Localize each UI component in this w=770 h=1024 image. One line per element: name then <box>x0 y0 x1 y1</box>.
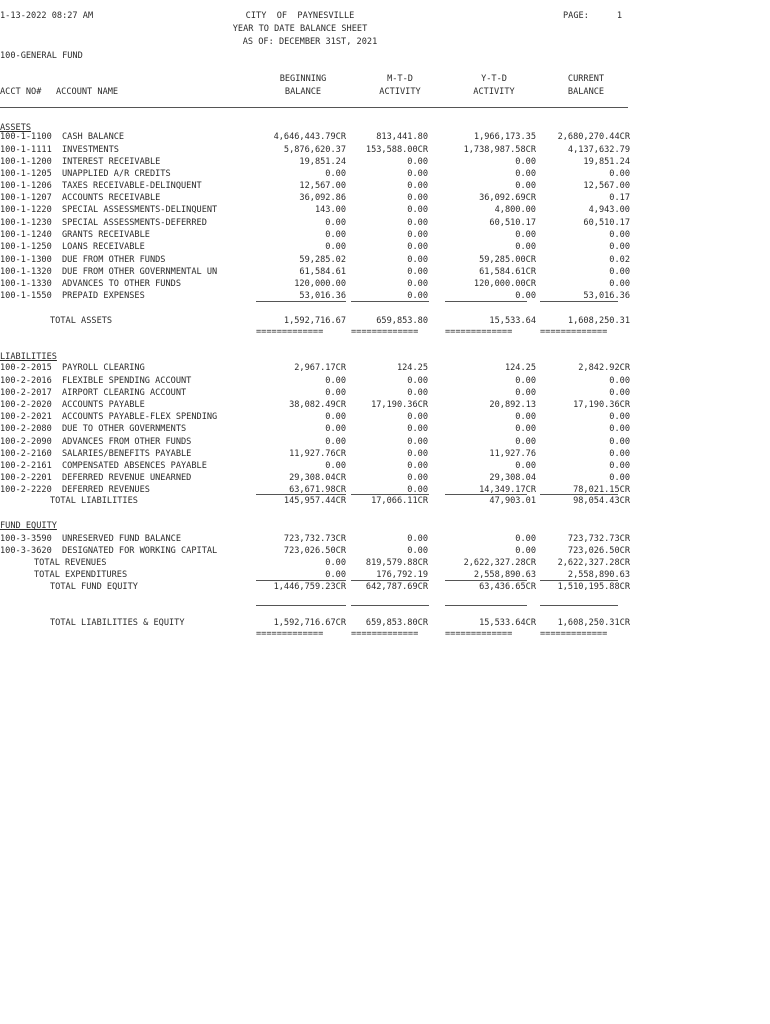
asset-row-ytd: 120,000.00CR <box>473 279 536 289</box>
liability-row-cur: 0.00 <box>609 376 630 386</box>
equity-row-acct-no: 100-3-3620 <box>0 546 52 556</box>
liability-row-ytd: 14,349.17CR <box>479 485 536 495</box>
asset-row-mtd: 0.00 <box>407 255 428 265</box>
liability-row-ytd: 0.00 <box>515 376 536 386</box>
report-title: YEAR TO DATE BALANCE SHEET <box>232 24 368 34</box>
col-header-account-name: ACCOUNT NAME <box>56 87 119 97</box>
asset-row-beg: 0.00 <box>325 169 346 179</box>
total-fund-equity-row-cur: 1,510,195.88CR <box>557 582 630 592</box>
liability-row-acct-no: 100-2-2021 <box>0 412 52 422</box>
col-header-current-1: CURRENT <box>567 74 605 84</box>
asset-row-ytd: 4,800.00 <box>494 205 536 215</box>
liability-row-ytd: 29,308.04 <box>489 473 536 483</box>
asset-row-account-name: SPECIAL ASSESSMENTS-DELINQUENT <box>62 205 218 215</box>
asset-row-account-name: INVESTMENTS <box>62 145 119 155</box>
liability-row-beg: 0.00 <box>325 376 346 386</box>
asset-row-acct-no: 100-1-1550 <box>0 291 52 301</box>
col-header-mtd-1: M-T-D <box>387 74 413 84</box>
liability-row-ytd: 0.00 <box>515 424 536 434</box>
asset-row-ytd: 59,285.00CR <box>479 255 536 265</box>
liability-row-beg: 38,082.49CR <box>289 400 346 410</box>
grand-total-double-rule-beg: ============= <box>256 629 324 639</box>
asset-row-acct-no: 100-1-1300 <box>0 255 52 265</box>
total-assets-row-beg: 1,592,716.67 <box>283 316 346 326</box>
liability-row-mtd: 124.25 <box>396 363 428 373</box>
equity-row-ytd: 0.00 <box>515 546 536 556</box>
report-datetime: 1-13-2022 08:27 AM <box>0 11 94 21</box>
equity-row-mtd: 0.00 <box>407 534 428 544</box>
equity-subtotal-rule-beg <box>256 580 346 581</box>
asset-row-mtd: 813,441.80 <box>376 132 428 142</box>
asset-row-cur: 4,943.00 <box>588 205 630 215</box>
liability-row-cur: 2,842.92CR <box>578 363 630 373</box>
col-header-acct-no: ACCT NO# <box>0 87 42 97</box>
liability-row-account-name: ACCOUNTS PAYABLE <box>62 400 145 410</box>
liability-row-acct-no: 100-2-2090 <box>0 437 52 447</box>
asset-row-acct-no: 100-1-1111 <box>0 145 52 155</box>
liability-row-beg: 0.00 <box>325 437 346 447</box>
equity-row-acct-no: 100-3-3590 <box>0 534 52 544</box>
liability-row-account-name: DUE TO OTHER GOVERNMENTS <box>62 424 187 434</box>
total-revenues-row-cur: 2,622,327.28CR <box>557 558 630 568</box>
liability-row-beg: 0.00 <box>325 461 346 471</box>
total-assets-row-mtd: 659,853.80 <box>376 316 428 326</box>
liability-row-mtd: 0.00 <box>407 449 428 459</box>
liability-row-mtd: 0.00 <box>407 485 428 495</box>
total-assets-double-rule-ytd: ============= <box>445 327 513 337</box>
asset-row-account-name: TAXES RECEIVABLE-DELINQUENT <box>62 181 202 191</box>
total-assets-row-label: TOTAL ASSETS <box>50 316 113 326</box>
liabilities-subtotal-rule-ytd <box>445 494 527 495</box>
liability-row-beg: 0.00 <box>325 388 346 398</box>
asset-row-beg: 53,016.36 <box>299 291 346 301</box>
asset-row-acct-no: 100-1-1220 <box>0 205 52 215</box>
liability-row-beg: 29,308.04CR <box>289 473 346 483</box>
asset-row-beg: 0.00 <box>325 218 346 228</box>
asset-row-mtd: 0.00 <box>407 279 428 289</box>
total-assets-double-rule-cur: ============= <box>540 327 608 337</box>
asset-row-account-name: SPECIAL ASSESSMENTS-DEFERRED <box>62 218 207 228</box>
asset-row-cur: 0.00 <box>609 242 630 252</box>
liability-row-mtd: 0.00 <box>407 376 428 386</box>
total-liabilities-equity-row-cur: 1,608,250.31CR <box>557 618 630 628</box>
asset-row-acct-no: 100-1-1230 <box>0 218 52 228</box>
asset-row-ytd: 0.00 <box>515 242 536 252</box>
asset-row-cur: 0.00 <box>609 230 630 240</box>
asset-row-account-name: UNAPPLIED A/R CREDITS <box>62 169 171 179</box>
total-fund-equity-row-mtd: 642,787.69CR <box>365 582 428 592</box>
liability-row-acct-no: 100-2-2016 <box>0 376 52 386</box>
liability-row-acct-no: 100-2-2015 <box>0 363 52 373</box>
liability-row-ytd: 124.25 <box>504 363 536 373</box>
assets-subtotal-rule-mtd <box>351 301 429 302</box>
page-number: 1 <box>616 11 622 21</box>
liability-row-cur: 0.00 <box>609 412 630 422</box>
total-liabilities-row-beg: 145,957.44CR <box>283 496 346 506</box>
asset-row-beg: 36,092.86 <box>299 193 346 203</box>
fund-equity-rule-beg <box>256 605 346 606</box>
liability-row-cur: 17,190.36CR <box>573 400 630 410</box>
asset-row-account-name: INTEREST RECEIVABLE <box>62 157 161 167</box>
asset-row-beg: 0.00 <box>325 230 346 240</box>
col-header-ytd-2: ACTIVITY <box>473 87 515 97</box>
col-header-ytd-1: Y-T-D <box>481 74 507 84</box>
asset-row-beg: 4,646,443.79CR <box>273 132 346 142</box>
total-expenditures-row-cur: 2,558,890.63 <box>567 570 630 580</box>
assets-subtotal-rule-cur <box>540 301 618 302</box>
liability-row-acct-no: 100-2-2020 <box>0 400 52 410</box>
section-heading-assets: ASSETS <box>0 123 32 133</box>
col-header-mtd-2: ACTIVITY <box>379 87 421 97</box>
asset-row-ytd: 61,584.61CR <box>479 267 536 277</box>
asset-row-cur: 19,851.24 <box>583 157 630 167</box>
total-fund-equity-row-label: TOTAL FUND EQUITY <box>50 582 138 592</box>
liability-row-account-name: DEFERRED REVENUE UNEARNED <box>62 473 192 483</box>
total-liabilities-row-label: TOTAL LIABILITIES <box>50 496 138 506</box>
total-liabilities-row-ytd: 47,903.01 <box>489 496 536 506</box>
total-assets-double-rule-mtd: ============= <box>351 327 419 337</box>
liabilities-subtotal-rule-mtd <box>351 494 429 495</box>
asset-row-acct-no: 100-1-1240 <box>0 230 52 240</box>
asset-row-acct-no: 100-1-1250 <box>0 242 52 252</box>
total-fund-equity-row-beg: 1,446,759.23CR <box>273 582 346 592</box>
asset-row-account-name: PREPAID EXPENSES <box>62 291 145 301</box>
liability-row-mtd: 0.00 <box>407 437 428 447</box>
fund-equity-rule-mtd <box>351 605 429 606</box>
equity-subtotal-rule-cur <box>540 580 618 581</box>
liability-row-beg: 11,927.76CR <box>289 449 346 459</box>
fund-equity-rule-ytd <box>445 605 527 606</box>
equity-row-cur: 723,026.50CR <box>567 546 630 556</box>
liability-row-mtd: 0.00 <box>407 461 428 471</box>
asset-row-cur: 0.00 <box>609 267 630 277</box>
asset-row-ytd: 1,738,987.58CR <box>463 145 536 155</box>
liability-row-mtd: 17,190.36CR <box>371 400 428 410</box>
liability-row-account-name: ADVANCES FROM OTHER FUNDS <box>62 437 192 447</box>
liability-row-cur: 0.00 <box>609 461 630 471</box>
asset-row-acct-no: 100-1-1320 <box>0 267 52 277</box>
liability-row-mtd: 0.00 <box>407 412 428 422</box>
asset-row-cur: 0.00 <box>609 279 630 289</box>
liability-row-beg: 63,671.98CR <box>289 485 346 495</box>
total-assets-row-ytd: 15,533.64 <box>489 316 536 326</box>
total-expenditures-row-label: TOTAL EXPENDITURES <box>34 570 128 580</box>
liability-row-mtd: 0.00 <box>407 473 428 483</box>
asset-row-acct-no: 100-1-1207 <box>0 193 52 203</box>
total-liabilities-row-mtd: 17,066.11CR <box>371 496 428 506</box>
total-revenues-row-beg: 0.00 <box>325 558 346 568</box>
liability-row-beg: 0.00 <box>325 424 346 434</box>
liability-row-ytd: 0.00 <box>515 461 536 471</box>
equity-row-mtd: 0.00 <box>407 546 428 556</box>
liability-row-ytd: 0.00 <box>515 437 536 447</box>
asset-row-acct-no: 100-1-1100 <box>0 132 52 142</box>
assets-subtotal-rule-beg <box>256 301 346 302</box>
asset-row-mtd: 0.00 <box>407 242 428 252</box>
asset-row-mtd: 0.00 <box>407 230 428 240</box>
asset-row-mtd: 0.00 <box>407 218 428 228</box>
report-as-of-date: AS OF: DECEMBER 31ST, 2021 <box>242 37 378 47</box>
total-expenditures-row-mtd: 176,792.19 <box>376 570 428 580</box>
asset-row-mtd: 0.00 <box>407 205 428 215</box>
liability-row-account-name: COMPENSATED ABSENCES PAYABLE <box>62 461 207 471</box>
asset-row-cur: 53,016.36 <box>583 291 630 301</box>
total-expenditures-row-ytd: 2,558,890.63 <box>473 570 536 580</box>
asset-row-cur: 4,137,632.79 <box>567 145 630 155</box>
liability-row-account-name: DEFERRED REVENUES <box>62 485 150 495</box>
total-assets-double-rule-beg: ============= <box>256 327 324 337</box>
liability-row-account-name: SALARIES/BENEFITS PAYABLE <box>62 449 192 459</box>
asset-row-mtd: 0.00 <box>407 193 428 203</box>
asset-row-ytd: 60,510.17 <box>489 218 536 228</box>
col-header-beginning-2: BALANCE <box>284 87 322 97</box>
asset-row-cur: 12,567.00 <box>583 181 630 191</box>
liability-row-ytd: 0.00 <box>515 388 536 398</box>
asset-row-ytd: 0.00 <box>515 291 536 301</box>
asset-row-account-name: DUE FROM OTHER FUNDS <box>62 255 166 265</box>
asset-row-beg: 5,876,620.37 <box>283 145 346 155</box>
liability-row-acct-no: 100-2-2201 <box>0 473 52 483</box>
grand-total-double-rule-ytd: ============= <box>445 629 513 639</box>
asset-row-ytd: 0.00 <box>515 157 536 167</box>
asset-row-acct-no: 100-1-1200 <box>0 157 52 167</box>
section-heading-fund-equity: FUND EQUITY <box>0 521 57 531</box>
fund-equity-rule-cur <box>540 605 618 606</box>
asset-row-account-name: GRANTS RECEIVABLE <box>62 230 150 240</box>
equity-row-account-name: UNRESERVED FUND BALANCE <box>62 534 181 544</box>
asset-row-ytd: 1,966,173.35 <box>473 132 536 142</box>
total-liabilities-equity-row-ytd: 15,533.64CR <box>479 618 536 628</box>
fund-name: 100-GENERAL FUND <box>0 51 83 61</box>
liability-row-beg: 2,967.17CR <box>294 363 346 373</box>
asset-row-mtd: 0.00 <box>407 169 428 179</box>
asset-row-cur: 0.17 <box>609 193 630 203</box>
liability-row-acct-no: 100-2-2160 <box>0 449 52 459</box>
grand-total-double-rule-mtd: ============= <box>351 629 419 639</box>
equity-subtotal-rule-mtd <box>351 580 429 581</box>
equity-row-cur: 723,732.73CR <box>567 534 630 544</box>
total-assets-row-cur: 1,608,250.31 <box>567 316 630 326</box>
asset-row-ytd: 36,092.69CR <box>479 193 536 203</box>
total-fund-equity-row-ytd: 63,436.65CR <box>479 582 536 592</box>
asset-row-acct-no: 100-1-1205 <box>0 169 52 179</box>
asset-row-beg: 19,851.24 <box>299 157 346 167</box>
asset-row-ytd: 0.00 <box>515 181 536 191</box>
asset-row-account-name: DUE FROM OTHER GOVERNMENTAL UN <box>62 267 218 277</box>
asset-row-cur: 60,510.17 <box>583 218 630 228</box>
asset-row-account-name: ADVANCES TO OTHER FUNDS <box>62 279 181 289</box>
liability-row-cur: 0.00 <box>609 437 630 447</box>
asset-row-beg: 143.00 <box>314 205 346 215</box>
total-liabilities-row-cur: 98,054.43CR <box>573 496 630 506</box>
asset-row-mtd: 0.00 <box>407 291 428 301</box>
assets-subtotal-rule-ytd <box>445 301 527 302</box>
page-label: PAGE: <box>563 11 589 21</box>
total-liabilities-equity-row-label: TOTAL LIABILITIES & EQUITY <box>50 618 185 628</box>
liability-row-acct-no: 100-2-2017 <box>0 388 52 398</box>
asset-row-ytd: 0.00 <box>515 169 536 179</box>
grand-total-double-rule-cur: ============= <box>540 629 608 639</box>
liability-row-account-name: PAYROLL CLEARING <box>62 363 145 373</box>
liability-row-ytd: 11,927.76 <box>489 449 536 459</box>
liability-row-mtd: 0.00 <box>407 424 428 434</box>
asset-row-account-name: ACCOUNTS RECEIVABLE <box>62 193 161 203</box>
equity-row-ytd: 0.00 <box>515 534 536 544</box>
asset-row-beg: 59,285.02 <box>299 255 346 265</box>
total-expenditures-row-beg: 0.00 <box>325 570 346 580</box>
equity-row-beg: 723,026.50CR <box>283 546 346 556</box>
asset-row-account-name: LOANS RECEIVABLE <box>62 242 145 252</box>
liability-row-ytd: 0.00 <box>515 412 536 422</box>
total-liabilities-equity-row-mtd: 659,853.80CR <box>365 618 428 628</box>
asset-row-account-name: CASH BALANCE <box>62 132 125 142</box>
equity-row-beg: 723,732.73CR <box>283 534 346 544</box>
liability-row-mtd: 0.00 <box>407 388 428 398</box>
section-heading-liabilities: LIABILITIES <box>0 352 57 362</box>
equity-row-account-name: DESIGNATED FOR WORKING CAPITAL <box>62 546 218 556</box>
liability-row-beg: 0.00 <box>325 412 346 422</box>
asset-row-cur: 2,680,270.44CR <box>557 132 630 142</box>
liability-row-account-name: ACCOUNTS PAYABLE-FLEX SPENDING <box>62 412 218 422</box>
liability-row-acct-no: 100-2-2220 <box>0 485 52 495</box>
liability-row-cur: 0.00 <box>609 473 630 483</box>
liability-row-cur: 0.00 <box>609 424 630 434</box>
city-name: CITY OF PAYNESVILLE <box>245 11 355 21</box>
liability-row-account-name: AIRPORT CLEARING ACCOUNT <box>62 388 187 398</box>
asset-row-beg: 12,567.00 <box>299 181 346 191</box>
asset-row-beg: 61,584.61 <box>299 267 346 277</box>
asset-row-mtd: 153,588.00CR <box>365 145 428 155</box>
col-header-beginning-1: BEGINNING <box>279 74 327 84</box>
asset-row-beg: 120,000.00 <box>294 279 346 289</box>
total-liabilities-equity-row-beg: 1,592,716.67CR <box>273 618 346 628</box>
liability-row-cur: 0.00 <box>609 449 630 459</box>
liability-row-ytd: 20,892.13 <box>489 400 536 410</box>
liability-row-acct-no: 100-2-2161 <box>0 461 52 471</box>
liabilities-subtotal-rule-beg <box>256 494 346 495</box>
liability-row-cur: 0.00 <box>609 388 630 398</box>
col-header-current-2: BALANCE <box>567 87 605 97</box>
total-revenues-row-ytd: 2,622,327.28CR <box>463 558 536 568</box>
asset-row-cur: 0.00 <box>609 169 630 179</box>
equity-subtotal-rule-ytd <box>445 580 527 581</box>
total-revenues-row-label: TOTAL REVENUES <box>34 558 107 568</box>
asset-row-acct-no: 100-1-1206 <box>0 181 52 191</box>
asset-row-mtd: 0.00 <box>407 157 428 167</box>
asset-row-mtd: 0.00 <box>407 267 428 277</box>
asset-row-acct-no: 100-1-1330 <box>0 279 52 289</box>
liability-row-acct-no: 100-2-2080 <box>0 424 52 434</box>
asset-row-cur: 0.02 <box>609 255 630 265</box>
liability-row-account-name: FLEXIBLE SPENDING ACCOUNT <box>62 376 192 386</box>
asset-row-beg: 0.00 <box>325 242 346 252</box>
total-revenues-row-mtd: 819,579.88CR <box>365 558 428 568</box>
asset-row-mtd: 0.00 <box>407 181 428 191</box>
liabilities-subtotal-rule-cur <box>540 494 618 495</box>
asset-row-ytd: 0.00 <box>515 230 536 240</box>
liability-row-cur: 78,021.15CR <box>573 485 630 495</box>
